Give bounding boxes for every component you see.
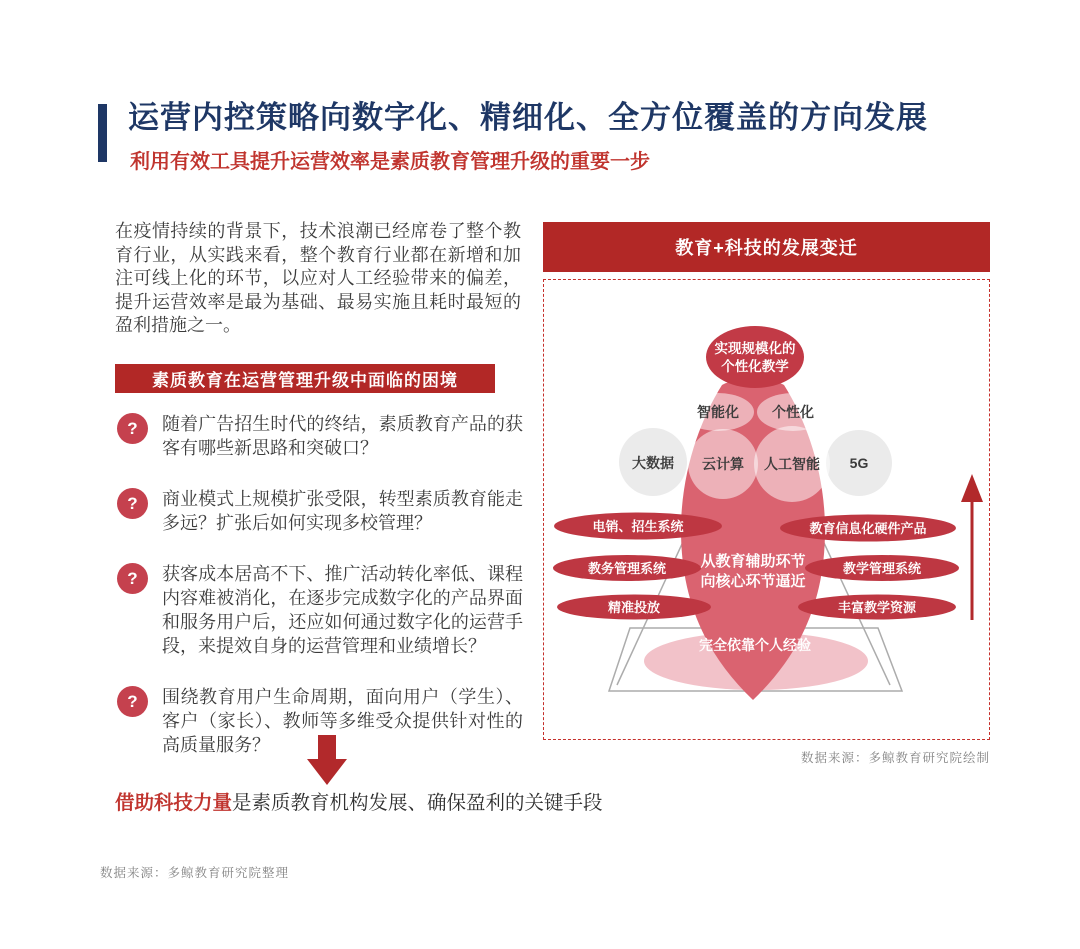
left-ellipse-label: 精准投放: [607, 600, 661, 615]
page-subtitle: 利用有效工具提升运营效率是素质教育管理升级的重要一步: [130, 151, 650, 173]
intro-paragraph: 在疫情持续的背景下，技术浪潮已经席卷了整个教育行业，从实践来看，整个教育行业都在新增和加注可线上化的环节，以应对人工经验带来的偏差，提升运营效率是最为基础、最易实施且耗时最短的盈利措施之一。: [115, 221, 521, 335]
title-accent-bar: [98, 104, 107, 162]
goal-ellipse: [706, 326, 804, 388]
tech-label: 人工智能: [764, 456, 820, 472]
tech-label: 大数据: [632, 455, 674, 471]
diagram-panel: [543, 222, 990, 740]
conclusion-statement: [115, 787, 735, 815]
tech-label: 5G: [849, 455, 869, 471]
page-source-note: 数据来源：多鲸教育研究院整理: [100, 866, 290, 880]
up-arrow-head: [961, 474, 983, 502]
section-banner: [115, 364, 495, 393]
left-ellipse-label: 教务管理系统: [587, 561, 667, 576]
question-text: 围绕教育用户生命周期，面向用户（学生）、客户（家长）、教师等多维受众提供针对性的高质量服务？: [162, 687, 523, 755]
goal-label-line2: 个性化教学: [721, 359, 789, 374]
right-ellipse-label: 丰富教学资源: [837, 600, 917, 615]
list-item: [117, 562, 523, 658]
evolution-diagram: [543, 272, 990, 740]
center-label-line1: 从教育辅助环节: [700, 553, 806, 570]
diagram-source-note: 数据来源：多鲸教育研究院绘制: [800, 751, 990, 765]
tech-label: 智能化: [697, 404, 739, 420]
question-mark-icon: ?: [117, 488, 148, 519]
section-banner-label: 素质教育在运营管理升级中面临的困境: [152, 371, 458, 390]
goal-label-line1: 实现规模化的: [714, 341, 796, 356]
question-text: 商业模式上规模扩张受限，转型素质教育能走多远？扩张后如何实现多校管理？: [162, 489, 523, 533]
list-item: [117, 487, 523, 535]
question-list: [117, 412, 523, 784]
list-item: [117, 412, 523, 460]
question-mark-icon: ?: [117, 686, 148, 717]
question-mark-icon: ?: [117, 413, 148, 444]
experience-label: 完全依靠个人经验: [699, 637, 811, 653]
center-label-line2: 向核心环节逼近: [700, 573, 806, 590]
conclusion-highlight: 借助科技力量: [115, 792, 233, 814]
question-text: 随着广告招生时代的终结，素质教育产品的获客有哪些新思路和突破口？: [162, 414, 523, 458]
question-mark-icon: ?: [117, 563, 148, 594]
tech-label: 云计算: [702, 456, 744, 472]
left-ellipse-label: 电销、招生系统: [592, 519, 684, 534]
down-arrow-icon: [303, 735, 351, 787]
diagram-header: [543, 222, 990, 272]
tech-label: 个性化: [772, 404, 814, 420]
down-arrow-shaft: [318, 735, 336, 761]
question-text: 获客成本居高不下、推广活动转化率低、课程内容难被消化，在逐步完成数字化的产品界面和服务用户后，还应如何通过数字化的运营手段，来提效自身的运营管理和业绩增长？: [162, 564, 523, 656]
diagram-title: 教育+科技的发展变迁: [675, 238, 858, 258]
down-arrow-head: [307, 759, 347, 785]
conclusion-rest: 是素质教育机构发展、确保盈利的关键手段: [232, 792, 603, 814]
right-ellipse-label: 教育信息化硬件产品: [809, 521, 927, 536]
right-ellipse-label: 教学管理系统: [842, 561, 922, 576]
page-title: 运营内控策略向数字化、精细化、全方位覆盖的方向发展: [128, 100, 928, 135]
